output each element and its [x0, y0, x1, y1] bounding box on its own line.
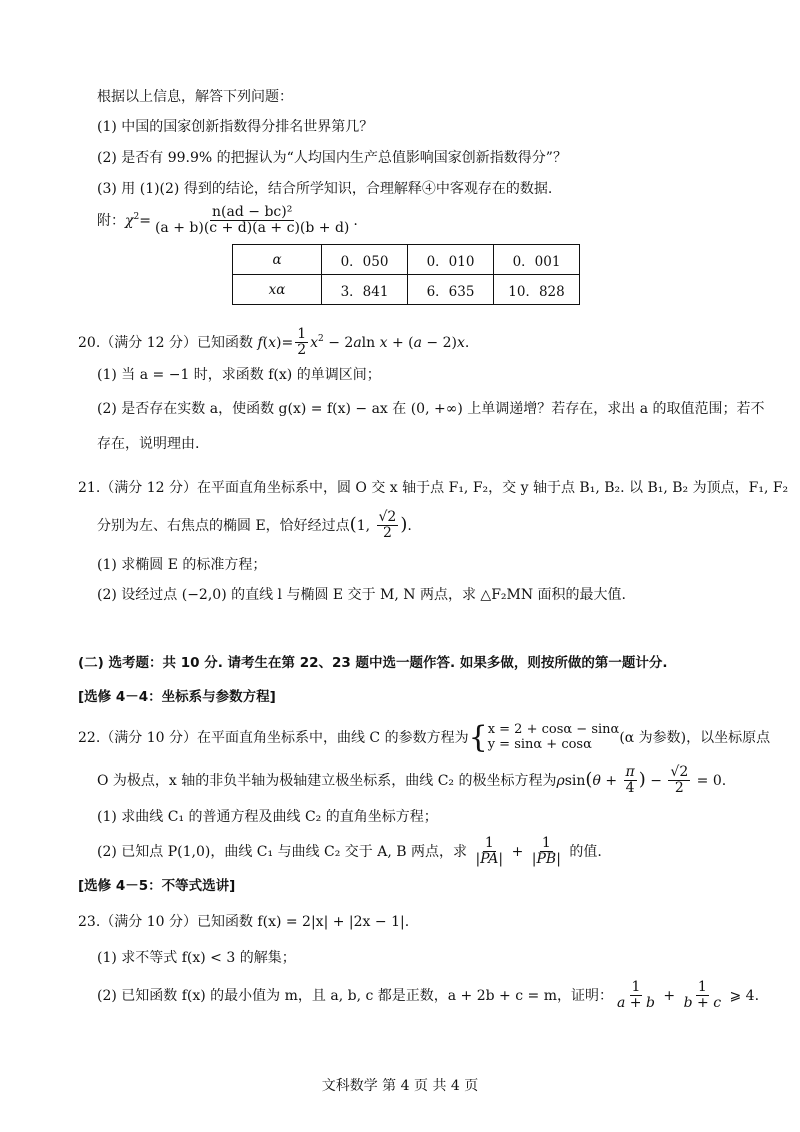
q19-part2: (2) 是否有 99.9% 的把握认为“人均国内生产总值影响国家创新指数得分”？ — [97, 150, 567, 166]
q21-part1: (1) 求椭圆 E 的标准方程； — [97, 557, 267, 573]
q21-line1: 21.（满分 12 分）在平面直角坐标系中，圆 O 交 x 轴于点 F₁, F₂，交 y 轴于点 B₁, B₂. 以 B₁, B₂ 为顶点，F₁, F₂ — [78, 480, 789, 496]
q19-part3: (3) 用 (1)(2) 得到的结论，结合所学知识，合理解释④中客观存在的数据. — [97, 181, 553, 197]
q22-part1: (1) 求曲线 C₁ 的普通方程及曲线 C₂ 的直角坐标方程； — [97, 809, 438, 825]
q20-part2-line2: 存在，说明理由. — [97, 436, 200, 452]
q21-line2: 分别为左、右焦点的椭圆 E，恰好经过点(1, $\frac{√2}{2}$ ). — [97, 509, 412, 542]
q22-param-eq-x: x = 2 + cosα − sinα — [487, 722, 620, 738]
q22-header-text: 22.（满分 10 分）在平面直角坐标系中，曲线 C 的参数方程为 — [78, 730, 469, 746]
formula-numerator: n(ad − bc)² — [212, 204, 293, 220]
q22-header: 22.（满分 10 分）在平面直角坐标系中，曲线 C 的参数方程为{ x = 2 + cosα − sinα y = sinα + cosα (α 为参数)，以坐标原点 — [78, 720, 771, 755]
critical-value-table — [232, 244, 580, 305]
q22-part2-end: 的值. — [569, 843, 602, 860]
table-head-x-alpha: xα — [233, 275, 322, 305]
option-4-5-heading: [选修 4－5：不等式选讲] — [78, 878, 236, 894]
option-4-4-heading: [选修 4－4：坐标系与参数方程] — [78, 689, 276, 705]
table-cell: 10．828 — [494, 275, 580, 305]
table-cell: 3．841 — [322, 275, 408, 305]
table-head-alpha: α — [233, 245, 322, 275]
table-cell: 0．001 — [494, 245, 580, 275]
q22-line2: O 为极点，x 轴的非负半轴为极轴建立极坐标系，曲线 C₂ 的极坐标方程为ρsin(θ + $\frac{\pi}{4}$ ) − $\frac{√2}{2}$ = 0. — [97, 764, 727, 797]
q19-part1: (1) 中国的国家创新指数得分排名世界第几？ — [97, 119, 374, 135]
intro-text: 根据以上信息，解答下列问题： — [97, 89, 293, 105]
page-footer: 文科数学 第 4 页 共 4 页 — [321, 1078, 479, 1094]
q23-part2-text: (2) 已知函数 f(x) 的最小值为 m，且 a, b, c 都是正数，a + 2b + c = m，证明： — [97, 987, 613, 1004]
q20-header: 20.（满分 12 分）已知函数 f(x)= $\frac{1}{2}$ $x^2 - 2aln$ x + (a − 2)x. — [78, 326, 470, 359]
appendix-label: 附： — [97, 212, 125, 229]
q20-header-text: 20.（满分 12 分）已知函数 — [78, 334, 253, 351]
q23-part2: (2) 已知函数 f(x) 的最小值为 m，且 a, b, c 都是正数，a + 2b + c = m，证明： $\frac{1}{a + b}$ + $\frac{1}{b + c}$ ⩾ 4. — [97, 979, 760, 1012]
q23-header: 23.（满分 10 分）已知函数 f(x) = 2|x| + |2x − 1|. — [78, 914, 410, 930]
q22-param-eq-y: y = sinα + cosα — [487, 737, 592, 752]
q22-part2-text: (2) 已知点 P(1,0)，曲线 C₁ 与曲线 C₂ 交于 A, B 两点，求 — [97, 843, 467, 860]
q22-part2: (2) 已知点 P(1,0)，曲线 C₁ 与曲线 C₂ 交于 A, B 两点，求 $\frac{1}{|PA|}$ + $\frac{1}{|PB|}$ 的值. — [97, 835, 602, 868]
table-cell: 0．010 — [408, 245, 494, 275]
section2-title: (二) 选考题：共 10 分. 请考生在第 22、23 题中选一题作答. 如果多做，则按所做的第一题计分. — [78, 655, 668, 671]
chi-square-formula: 附：$\chi^2=$ $\frac{\text{n(ad − bc)²}}{(a + b)(c + d)(a + c)(b + d)}$ . — [97, 204, 358, 237]
q20-part1: (1) 当 a = −1 时，求函数 f(x) 的单调区间； — [97, 367, 381, 383]
q22-header-after: (α 为参数)，以坐标原点 — [619, 730, 771, 746]
q22-line2-text: O 为极点，x 轴的非负半轴为极轴建立极坐标系，曲线 C₂ 的极坐标方程为 — [97, 772, 557, 789]
q21-part2: (2) 设经过点 (−2,0) 的直线 l 与椭圆 E 交于 M, N 两点，求 △F₂MN 面积的最大值. — [97, 587, 627, 603]
q21-line2-text: 分别为左、右焦点的椭圆 E，恰好经过点 — [97, 517, 350, 534]
table-cell: 6．635 — [408, 275, 494, 305]
table-cell: 0．050 — [322, 245, 408, 275]
q20-part2-line1: (2) 是否存在实数 a，使函数 g(x) = f(x) − ax 在 (0, +∞) 上单调递增？若存在，求出 a 的取值范围；若不 — [97, 401, 765, 417]
formula-denominator: (a + b)(c + d)(a + c)(b + d) — [154, 220, 350, 237]
q23-part1: (1) 求不等式 f(x) < 3 的解集； — [97, 950, 296, 966]
table-row — [233, 275, 580, 305]
table-row — [233, 245, 580, 275]
